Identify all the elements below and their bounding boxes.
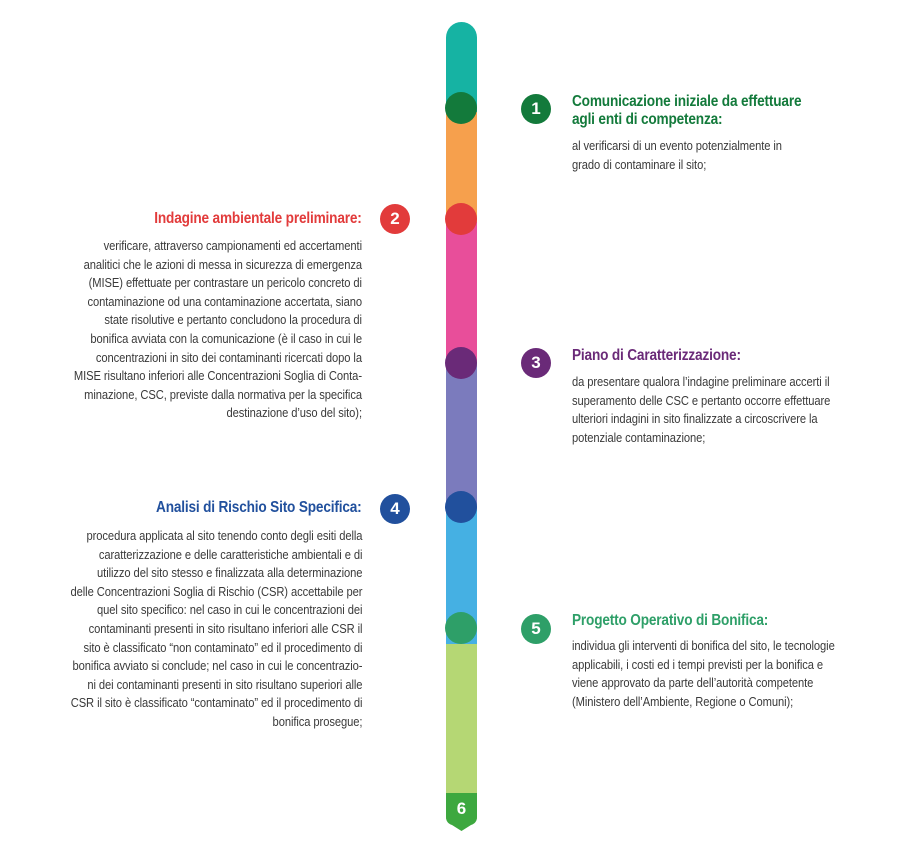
title-line: Comunicazione iniziale da effettuare [572,93,802,110]
body-line: quel sito specifico: nel caso in cui le concentrazioni dei [96,602,362,618]
step-5-title [572,612,768,630]
timeline-bar [446,22,477,827]
body-line: CSR il sito è classificato “contaminato” ed il procedimento di [70,695,362,711]
step-2-description [74,237,362,423]
body-line: superamento delle CSC e pertanto occorre effettuare [572,392,831,408]
step-3-badge [521,348,551,378]
step-number: 4 [390,499,400,518]
body-line: MISE risultano inferiori alle Concentrazioni Soglia di Conta- [73,368,362,384]
body-line: applicabili, i costi ed i tempi previsti per la bonifica e [572,656,824,672]
body-line: ni dei contaminanti presenti in sito risultano superiori alle [86,676,363,692]
step-1-badge [521,94,551,124]
body-line: al verificarsi di un evento potenzialmente in [572,138,782,153]
body-line: state risolutive e pertanto concludono la procedura di [104,312,362,328]
body-line: (Ministero dell’Ambiente, Regione o Comuni); [572,693,794,709]
body-line: destinazione d’uso del sito); [226,405,362,421]
step-5-description [572,637,835,711]
step-1-description [572,137,782,174]
timeline-node [445,92,477,124]
step-number: 2 [390,209,400,228]
body-line: utilizzo del sito stesso e finalizzata alla determinazione [96,565,362,581]
body-line: individua gli interventi di bonifica del sito, le tecnologie [572,638,835,653]
body-line: concentrazioni in sito dei contaminanti ricercati dopo la [95,349,363,365]
body-line: analitici che le azioni di messa in sicurezza di emergenza [83,256,362,272]
body-line: viene approvato da parte dell’autorità competente [572,675,814,691]
body-line: sito è classificato “non contaminato” ed il procedimento di [83,639,362,655]
body-line: ulteriori indagini in sito finalizzate a circoscrivere la [572,411,818,427]
body-line: bonifica avviato si conclude; nel caso in cui le concentrazio- [72,658,362,674]
body-line: potenziale contaminazione; [572,429,706,445]
body-line: bonifica prosegue; [272,713,362,729]
step-2-badge [380,204,410,234]
title-line: Analisi di Rischio Sito Specifica: [156,499,362,516]
timeline-segment [446,222,477,362]
step-number: 1 [531,99,541,118]
body-line: contaminazione od una contaminazione accertata, siano [87,293,363,309]
title-line: agli enti di competenza: [572,111,723,128]
step-4-title [157,499,362,517]
timeline-node [445,612,477,644]
title-line: Piano di Caratterizzazione: [572,347,741,364]
body-line: minazione, CSC, previste dalla normativa per la specifica [84,386,362,402]
body-line: verificare, attraverso campionamenti ed accertamenti [103,238,363,253]
step-number: 3 [531,353,541,372]
timeline-node [445,491,477,523]
step-1-title [572,93,801,129]
body-line: contaminanti presenti in sito risultano inferiori alle CSR il [88,620,363,636]
body-line: (MISE) effettuate per contrastare un pericolo concreto di [88,275,362,291]
body-line: caratterizzazione e delle caratteristiche ambientali e di [98,546,363,562]
end-pin-number: 6 [456,799,467,818]
timeline-node [445,203,477,235]
step-5-badge [521,614,551,644]
step-2-title [155,210,362,228]
body-line: bonifica avviata con la comunicazione (è il caso in cui le [90,330,363,346]
step-4-description [70,527,362,732]
step-number: 5 [531,619,541,638]
title-line: Indagine ambientale preliminare: [154,210,362,227]
body-line: delle Concentrazioni Soglia di Rischio (CSR) accettabile per [70,583,362,599]
step-3-description [572,373,830,447]
body-line: procedura applicata al sito tenendo conto degli esiti della [86,528,363,543]
step-3-title [572,347,741,365]
title-line: Progetto Operativo di Bonifica: [572,612,769,629]
body-line: da presentare qualora l’indagine preliminare accerti il [572,374,830,389]
body-line: grado di contaminare il sito; [572,156,707,172]
timeline-node [445,347,477,379]
timeline-segment [446,362,477,509]
step-4-badge [380,494,410,524]
